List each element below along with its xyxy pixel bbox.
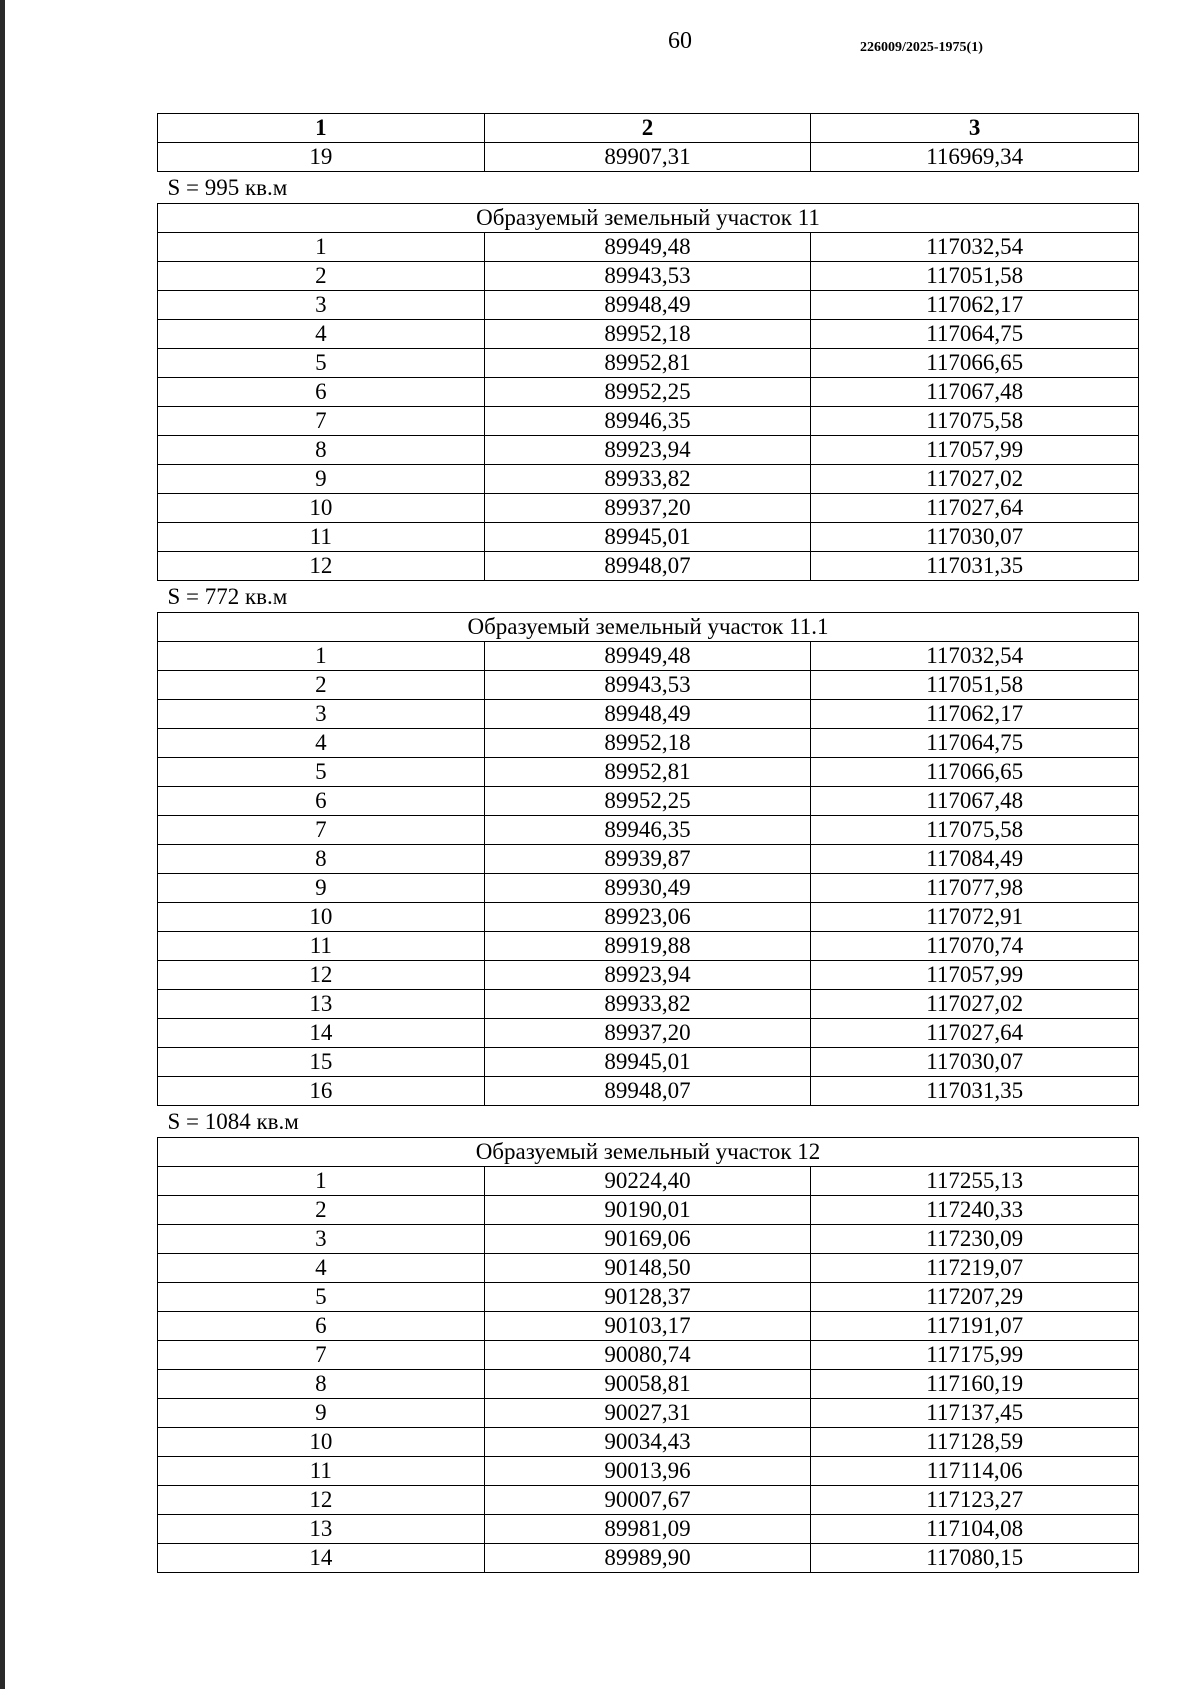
point-number: 3	[158, 1225, 485, 1254]
table-row	[158, 1428, 1139, 1457]
table-row	[158, 233, 1139, 262]
point-number: 2	[158, 262, 485, 291]
coordinate-y: 117175,99	[811, 1341, 1139, 1370]
coordinate-x: 89952,18	[484, 320, 811, 349]
coordinate-y: 117027,64	[811, 494, 1139, 523]
coordinate-y: 117062,17	[811, 700, 1139, 729]
coordinate-y: 117027,02	[811, 990, 1139, 1019]
parcel-title-row	[158, 613, 1139, 642]
parcel-title-row	[158, 1138, 1139, 1167]
coordinate-x: 90190,01	[484, 1196, 811, 1225]
table-row	[158, 1048, 1139, 1077]
table-row	[158, 990, 1139, 1019]
coordinate-x: 89989,90	[484, 1544, 811, 1573]
coordinate-y: 117084,49	[811, 845, 1139, 874]
table-row	[158, 1019, 1139, 1048]
coordinate-y: 117128,59	[811, 1428, 1139, 1457]
coordinate-x: 89933,82	[484, 990, 811, 1019]
page-number: 60	[668, 28, 692, 54]
table-row	[158, 961, 1139, 990]
point-number: 10	[158, 494, 485, 523]
coordinate-x: 90027,31	[484, 1399, 811, 1428]
coordinate-x: 89952,81	[484, 349, 811, 378]
point-number: 15	[158, 1048, 485, 1077]
coordinate-x: 89943,53	[484, 262, 811, 291]
point-number: 5	[158, 758, 485, 787]
coordinate-y: 117064,75	[811, 320, 1139, 349]
table-row	[158, 1457, 1139, 1486]
point-number: 12	[158, 961, 485, 990]
point-number: 14	[158, 1544, 485, 1573]
point-number: 8	[158, 845, 485, 874]
table-row	[158, 932, 1139, 961]
parcel-title: Образуемый земельный участок 11	[158, 204, 1139, 233]
coordinate-y: 117077,98	[811, 874, 1139, 903]
point-number: 16	[158, 1077, 485, 1106]
point-number: 12	[158, 552, 485, 581]
coordinate-y: 117030,07	[811, 523, 1139, 552]
coordinate-y: 117207,29	[811, 1283, 1139, 1312]
coordinate-y: 117230,09	[811, 1225, 1139, 1254]
table-row	[158, 1167, 1139, 1196]
coordinate-x: 89952,18	[484, 729, 811, 758]
point-number: 9	[158, 1399, 485, 1428]
point-number: 7	[158, 1341, 485, 1370]
table-row	[158, 349, 1139, 378]
coordinate-y: 117160,19	[811, 1370, 1139, 1399]
coordinate-x: 89946,35	[484, 816, 811, 845]
coordinate-x: 89952,25	[484, 787, 811, 816]
table-row	[158, 758, 1139, 787]
coordinate-y: 117066,65	[811, 758, 1139, 787]
table-row	[158, 1486, 1139, 1515]
table-row	[158, 1544, 1139, 1573]
coordinate-x: 90034,43	[484, 1428, 811, 1457]
table-row	[158, 845, 1139, 874]
point-number: 6	[158, 1312, 485, 1341]
area-label-row	[158, 581, 1139, 613]
point-number: 10	[158, 903, 485, 932]
coordinate-x: 89948,07	[484, 552, 811, 581]
coordinate-x: 89949,48	[484, 642, 811, 671]
area-label-row	[158, 172, 1139, 204]
table-row	[158, 378, 1139, 407]
table-row	[158, 1515, 1139, 1544]
coordinate-x: 89930,49	[484, 874, 811, 903]
table-row	[158, 320, 1139, 349]
point-number: 8	[158, 1370, 485, 1399]
coordinate-y: 116969,34	[811, 143, 1139, 172]
coordinate-y: 117240,33	[811, 1196, 1139, 1225]
point-number: 8	[158, 436, 485, 465]
document-id: 226009/2025-1975(1)	[860, 40, 983, 55]
coordinate-x: 89981,09	[484, 1515, 811, 1544]
coordinate-x: 89923,94	[484, 436, 811, 465]
coordinate-x: 89948,49	[484, 700, 811, 729]
point-number: 11	[158, 1457, 485, 1486]
parcel-title: Образуемый земельный участок 11.1	[158, 613, 1139, 642]
point-number: 6	[158, 787, 485, 816]
table-row	[158, 436, 1139, 465]
point-number: 13	[158, 1515, 485, 1544]
point-number: 10	[158, 1428, 485, 1457]
coordinate-y: 117191,07	[811, 1312, 1139, 1341]
coordinate-y: 117072,91	[811, 903, 1139, 932]
parcel-title: Образуемый земельный участок 12	[158, 1138, 1139, 1167]
coordinate-x: 90148,50	[484, 1254, 811, 1283]
coordinate-y: 117032,54	[811, 233, 1139, 262]
point-number: 1	[158, 233, 485, 262]
coordinate-x: 90128,37	[484, 1283, 811, 1312]
coordinate-x: 89933,82	[484, 465, 811, 494]
coordinate-y: 117075,58	[811, 816, 1139, 845]
table-row	[158, 262, 1139, 291]
point-number: 1	[158, 642, 485, 671]
coordinate-x: 89943,53	[484, 671, 811, 700]
coordinate-x: 90103,17	[484, 1312, 811, 1341]
coordinate-x: 89948,49	[484, 291, 811, 320]
column-header: 1	[158, 114, 485, 143]
point-number: 11	[158, 932, 485, 961]
table-row	[158, 1370, 1139, 1399]
table-row	[158, 465, 1139, 494]
column-header: 2	[484, 114, 811, 143]
coordinate-x: 90080,74	[484, 1341, 811, 1370]
point-number: 9	[158, 465, 485, 494]
table-row	[158, 700, 1139, 729]
coordinate-x: 89939,87	[484, 845, 811, 874]
table-row	[158, 407, 1139, 436]
point-number: 19	[158, 143, 485, 172]
table-row	[158, 903, 1139, 932]
area-label: S = 1084 кв.м	[167, 1109, 299, 1134]
table-row	[158, 1077, 1139, 1106]
coordinates-table-body	[158, 114, 1139, 1573]
area-label-row	[158, 1106, 1139, 1138]
coordinate-y: 117032,54	[811, 642, 1139, 671]
coordinate-y: 117137,45	[811, 1399, 1139, 1428]
table-row	[158, 1341, 1139, 1370]
table-row	[158, 143, 1139, 172]
coordinate-x: 90224,40	[484, 1167, 811, 1196]
coordinate-y: 117027,64	[811, 1019, 1139, 1048]
coordinate-x: 89919,88	[484, 932, 811, 961]
coordinate-y: 117114,06	[811, 1457, 1139, 1486]
coordinate-y: 117067,48	[811, 787, 1139, 816]
coordinate-x: 89948,07	[484, 1077, 811, 1106]
coordinate-y: 117255,13	[811, 1167, 1139, 1196]
table-row	[158, 1196, 1139, 1225]
point-number: 3	[158, 291, 485, 320]
point-number: 2	[158, 1196, 485, 1225]
point-number: 13	[158, 990, 485, 1019]
point-number: 4	[158, 320, 485, 349]
coordinate-x: 89923,06	[484, 903, 811, 932]
area-label: S = 995 кв.м	[167, 175, 288, 200]
coordinate-y: 117051,58	[811, 671, 1139, 700]
point-number: 12	[158, 1486, 485, 1515]
table-row	[158, 1399, 1139, 1428]
coordinate-x: 89937,20	[484, 494, 811, 523]
coordinate-y: 117051,58	[811, 262, 1139, 291]
column-header-row	[158, 114, 1139, 143]
point-number: 6	[158, 378, 485, 407]
table-row	[158, 1312, 1139, 1341]
point-number: 5	[158, 349, 485, 378]
area-label: S = 772 кв.м	[167, 584, 288, 609]
coordinate-y: 117070,74	[811, 932, 1139, 961]
coordinate-y: 117057,99	[811, 961, 1139, 990]
coordinate-x: 89946,35	[484, 407, 811, 436]
parcel-title-row	[158, 204, 1139, 233]
coordinate-x: 89949,48	[484, 233, 811, 262]
coordinate-y: 117027,02	[811, 465, 1139, 494]
table-row	[158, 1225, 1139, 1254]
coordinate-y: 117057,99	[811, 436, 1139, 465]
point-number: 1	[158, 1167, 485, 1196]
point-number: 9	[158, 874, 485, 903]
point-number: 14	[158, 1019, 485, 1048]
coordinates-table-container	[157, 113, 1139, 1573]
coordinate-x: 89907,31	[484, 143, 811, 172]
point-number: 2	[158, 671, 485, 700]
table-row	[158, 787, 1139, 816]
coordinate-y: 117219,07	[811, 1254, 1139, 1283]
table-row	[158, 874, 1139, 903]
coordinate-y: 117080,15	[811, 1544, 1139, 1573]
column-header: 3	[811, 114, 1139, 143]
coordinate-y: 117067,48	[811, 378, 1139, 407]
coordinate-x: 89945,01	[484, 523, 811, 552]
table-row	[158, 642, 1139, 671]
coordinate-x: 89937,20	[484, 1019, 811, 1048]
page-edge	[0, 0, 5, 1689]
coordinate-x: 90013,96	[484, 1457, 811, 1486]
coordinate-y: 117064,75	[811, 729, 1139, 758]
table-row	[158, 523, 1139, 552]
coordinate-y: 117066,65	[811, 349, 1139, 378]
point-number: 3	[158, 700, 485, 729]
table-row	[158, 494, 1139, 523]
coordinate-y: 117062,17	[811, 291, 1139, 320]
point-number: 11	[158, 523, 485, 552]
coordinate-y: 117104,08	[811, 1515, 1139, 1544]
coordinate-y: 117031,35	[811, 552, 1139, 581]
coordinate-x: 90058,81	[484, 1370, 811, 1399]
coordinate-x: 90007,67	[484, 1486, 811, 1515]
coordinate-x: 89923,94	[484, 961, 811, 990]
table-row	[158, 671, 1139, 700]
coordinate-y: 117075,58	[811, 407, 1139, 436]
table-row	[158, 816, 1139, 845]
table-row	[158, 291, 1139, 320]
coordinate-y: 117031,35	[811, 1077, 1139, 1106]
coordinate-x: 90169,06	[484, 1225, 811, 1254]
coordinate-y: 117123,27	[811, 1486, 1139, 1515]
table-row	[158, 1283, 1139, 1312]
coordinates-table	[157, 113, 1139, 1573]
table-row	[158, 552, 1139, 581]
table-row	[158, 1254, 1139, 1283]
coordinate-x: 89952,25	[484, 378, 811, 407]
coordinate-x: 89952,81	[484, 758, 811, 787]
point-number: 5	[158, 1283, 485, 1312]
point-number: 7	[158, 816, 485, 845]
coordinate-x: 89945,01	[484, 1048, 811, 1077]
point-number: 4	[158, 729, 485, 758]
coordinate-y: 117030,07	[811, 1048, 1139, 1077]
point-number: 4	[158, 1254, 485, 1283]
point-number: 7	[158, 407, 485, 436]
table-row	[158, 729, 1139, 758]
